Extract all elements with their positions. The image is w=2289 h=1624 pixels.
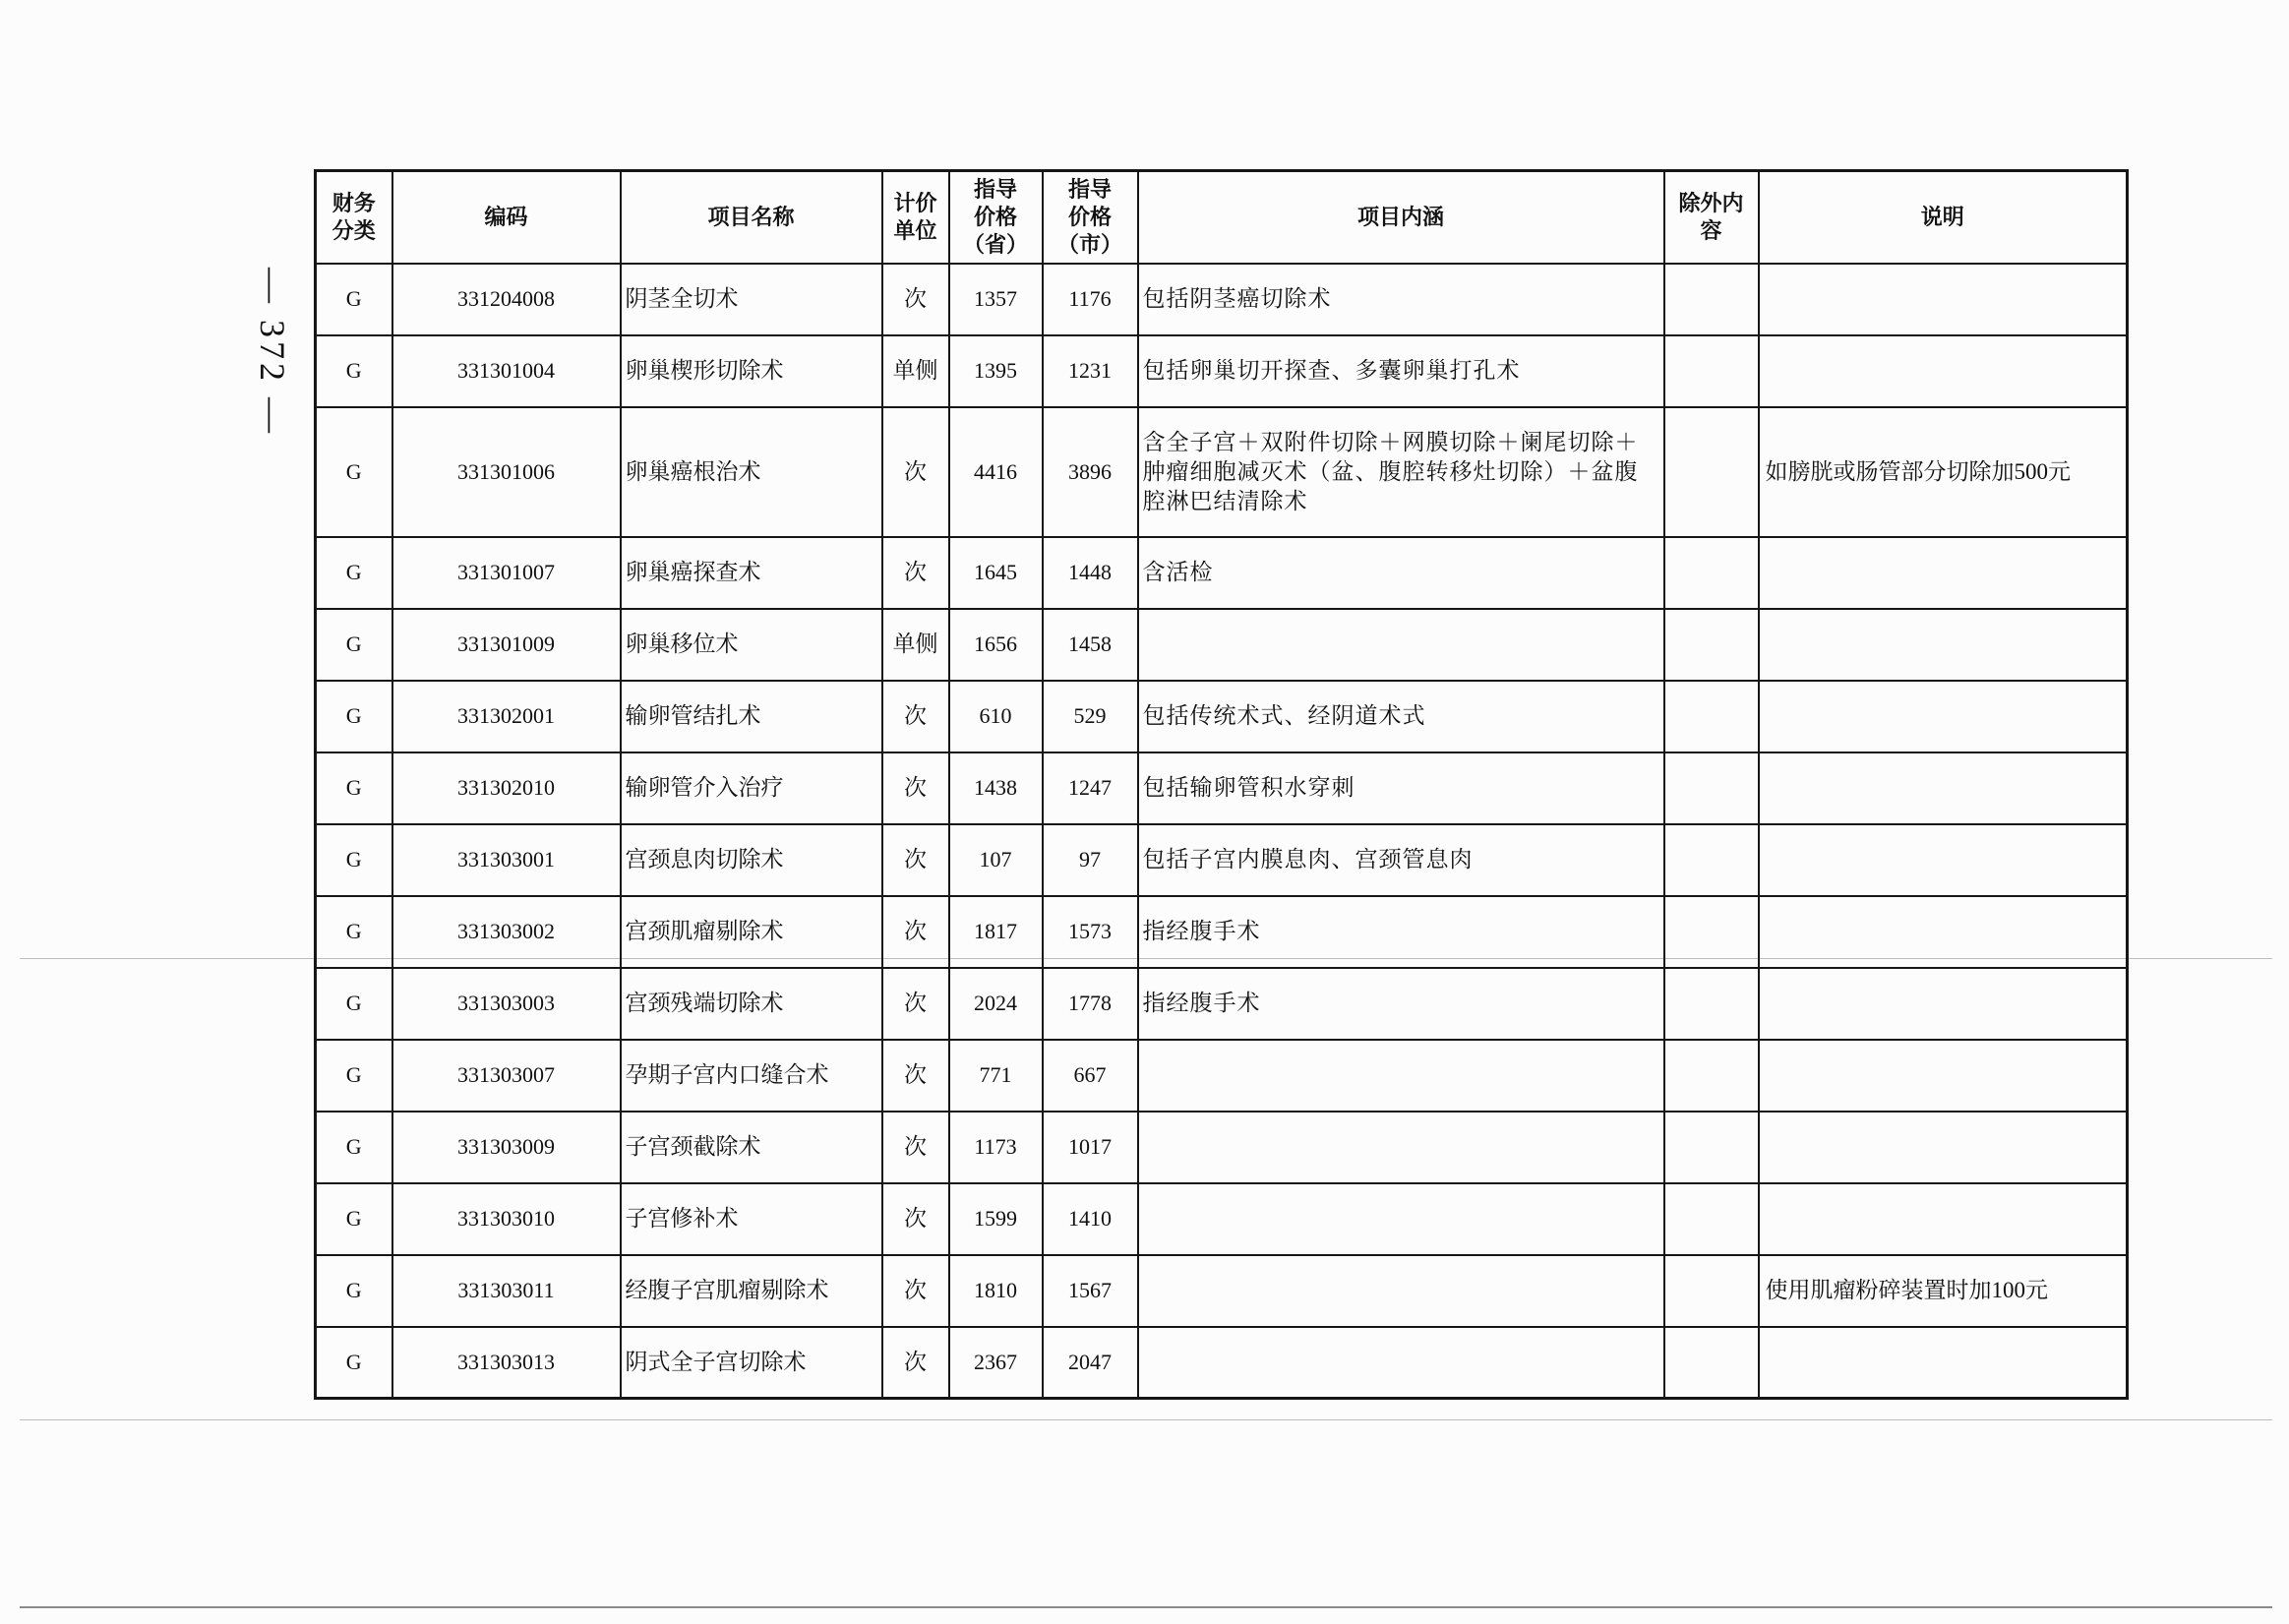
cell-content — [1138, 1040, 1664, 1112]
cell-price-city: 3896 — [1043, 407, 1138, 537]
cell-content: 含全子宫＋双附件切除＋网膜切除＋阑尾切除＋肿瘤细胞减灭术（盆、腹腔转移灶切除）＋盆腹腔淋巴结清除术 — [1138, 407, 1664, 537]
cell-price-province: 1599 — [949, 1183, 1043, 1255]
cell-code: 331303003 — [392, 968, 621, 1040]
cell-note — [1759, 335, 2128, 407]
cell-unit: 次 — [882, 407, 949, 537]
cell-name: 宫颈息肉切除术 — [621, 824, 882, 896]
table-row — [316, 1112, 2128, 1183]
header-note: 说明 — [1759, 171, 2128, 264]
cell-price-province: 4416 — [949, 407, 1043, 537]
cell-unit: 次 — [882, 681, 949, 752]
cell-note — [1759, 968, 2128, 1040]
cell-price-city: 1231 — [1043, 335, 1138, 407]
table-row — [316, 609, 2128, 681]
cell-content: 指经腹手术 — [1138, 896, 1664, 968]
cell-name: 卵巢楔形切除术 — [621, 335, 882, 407]
header-code: 编码 — [392, 171, 621, 264]
cell-category: G — [316, 681, 392, 752]
cell-content — [1138, 1183, 1664, 1255]
cell-unit: 次 — [882, 824, 949, 896]
cell-excluded — [1664, 537, 1759, 609]
cell-category: G — [316, 1040, 392, 1112]
cell-price-city: 1410 — [1043, 1183, 1138, 1255]
cell-code: 331204008 — [392, 264, 621, 335]
cell-category: G — [316, 1327, 392, 1399]
table-row — [316, 824, 2128, 896]
cell-category: G — [316, 896, 392, 968]
cell-content: 包括卵巢切开探查、多囊卵巢打孔术 — [1138, 335, 1664, 407]
cell-excluded — [1664, 1255, 1759, 1327]
cell-name: 经腹子宫肌瘤剔除术 — [621, 1255, 882, 1327]
cell-note — [1759, 681, 2128, 752]
cell-price-city: 1017 — [1043, 1112, 1138, 1183]
price-table — [314, 169, 2129, 1400]
table-row — [316, 968, 2128, 1040]
table-row — [316, 407, 2128, 537]
table-body — [316, 264, 2128, 1399]
table-row — [316, 335, 2128, 407]
cell-content: 含活检 — [1138, 537, 1664, 609]
cell-content: 包括输卵管积水穿刺 — [1138, 752, 1664, 824]
cell-note — [1759, 1040, 2128, 1112]
cell-price-province: 610 — [949, 681, 1043, 752]
cell-unit: 次 — [882, 968, 949, 1040]
cell-excluded — [1664, 1327, 1759, 1399]
table-row — [316, 1255, 2128, 1327]
cell-unit: 次 — [882, 264, 949, 335]
table-row — [316, 896, 2128, 968]
header-price-city: 指导 价格 （市） — [1043, 171, 1138, 264]
cell-unit: 次 — [882, 1255, 949, 1327]
scan-artifact-line — [20, 1606, 2272, 1608]
cell-price-city: 1247 — [1043, 752, 1138, 824]
cell-name: 卵巢癌探查术 — [621, 537, 882, 609]
cell-category: G — [316, 968, 392, 1040]
table-row — [316, 681, 2128, 752]
cell-note: 如膀胱或肠管部分切除加500元 — [1759, 407, 2128, 537]
header-price-province: 指导 价格 （省） — [949, 171, 1043, 264]
cell-price-city: 1573 — [1043, 896, 1138, 968]
cell-price-province: 1357 — [949, 264, 1043, 335]
cell-code: 331303011 — [392, 1255, 621, 1327]
cell-price-province: 771 — [949, 1040, 1043, 1112]
cell-price-province: 1395 — [949, 335, 1043, 407]
cell-name: 宫颈肌瘤剔除术 — [621, 896, 882, 968]
cell-content: 包括阴茎癌切除术 — [1138, 264, 1664, 335]
scan-artifact-line — [20, 1419, 2272, 1420]
page-number: — 372 — — [253, 268, 292, 437]
cell-price-province: 2367 — [949, 1327, 1043, 1399]
cell-category: G — [316, 264, 392, 335]
cell-content — [1138, 1255, 1664, 1327]
cell-name: 卵巢癌根治术 — [621, 407, 882, 537]
cell-price-province: 1817 — [949, 896, 1043, 968]
cell-price-city: 1448 — [1043, 537, 1138, 609]
cell-note — [1759, 264, 2128, 335]
cell-unit: 次 — [882, 1112, 949, 1183]
cell-unit: 次 — [882, 752, 949, 824]
cell-name: 子宫颈截除术 — [621, 1112, 882, 1183]
cell-note — [1759, 1327, 2128, 1399]
cell-category: G — [316, 609, 392, 681]
cell-excluded — [1664, 752, 1759, 824]
cell-price-city: 1567 — [1043, 1255, 1138, 1327]
cell-note — [1759, 752, 2128, 824]
cell-price-city: 1176 — [1043, 264, 1138, 335]
cell-excluded — [1664, 1183, 1759, 1255]
cell-content — [1138, 1327, 1664, 1399]
table-row — [316, 264, 2128, 335]
cell-price-city: 2047 — [1043, 1327, 1138, 1399]
cell-name: 卵巢移位术 — [621, 609, 882, 681]
cell-code: 331303010 — [392, 1183, 621, 1255]
cell-name: 宫颈残端切除术 — [621, 968, 882, 1040]
cell-excluded — [1664, 335, 1759, 407]
cell-code: 331303009 — [392, 1112, 621, 1183]
cell-name: 子宫修补术 — [621, 1183, 882, 1255]
cell-excluded — [1664, 1112, 1759, 1183]
cell-category: G — [316, 824, 392, 896]
cell-price-province: 2024 — [949, 968, 1043, 1040]
cell-unit: 单侧 — [882, 609, 949, 681]
cell-excluded — [1664, 264, 1759, 335]
cell-price-province: 1656 — [949, 609, 1043, 681]
cell-note — [1759, 609, 2128, 681]
cell-excluded — [1664, 681, 1759, 752]
cell-code: 331303001 — [392, 824, 621, 896]
cell-code: 331302010 — [392, 752, 621, 824]
cell-price-province: 1645 — [949, 537, 1043, 609]
cell-note — [1759, 824, 2128, 896]
cell-price-city: 1458 — [1043, 609, 1138, 681]
header-category: 财务 分类 — [316, 171, 392, 264]
cell-category: G — [316, 335, 392, 407]
cell-name: 孕期子宫内口缝合术 — [621, 1040, 882, 1112]
cell-code: 331301007 — [392, 537, 621, 609]
cell-content — [1138, 609, 1664, 681]
table-row — [316, 537, 2128, 609]
cell-content — [1138, 1112, 1664, 1183]
cell-code: 331303013 — [392, 1327, 621, 1399]
cell-price-city: 1778 — [1043, 968, 1138, 1040]
cell-code: 331301009 — [392, 609, 621, 681]
cell-excluded — [1664, 1040, 1759, 1112]
cell-note — [1759, 896, 2128, 968]
table-row — [316, 1040, 2128, 1112]
cell-price-province: 1810 — [949, 1255, 1043, 1327]
cell-unit: 次 — [882, 1040, 949, 1112]
cell-price-province: 107 — [949, 824, 1043, 896]
cell-price-city: 529 — [1043, 681, 1138, 752]
cell-category: G — [316, 1183, 392, 1255]
table-row — [316, 1327, 2128, 1399]
header-unit: 计价 单位 — [882, 171, 949, 264]
cell-content: 包括子宫内膜息肉、宫颈管息肉 — [1138, 824, 1664, 896]
cell-price-city: 667 — [1043, 1040, 1138, 1112]
header-row — [316, 171, 2128, 264]
cell-unit: 次 — [882, 1327, 949, 1399]
cell-unit: 单侧 — [882, 335, 949, 407]
cell-price-province: 1173 — [949, 1112, 1043, 1183]
cell-unit: 次 — [882, 1183, 949, 1255]
cell-excluded — [1664, 824, 1759, 896]
cell-code: 331301006 — [392, 407, 621, 537]
cell-category: G — [316, 752, 392, 824]
header-name: 项目名称 — [621, 171, 882, 264]
cell-unit: 次 — [882, 896, 949, 968]
table-row — [316, 752, 2128, 824]
cell-name: 输卵管结扎术 — [621, 681, 882, 752]
cell-price-province: 1438 — [949, 752, 1043, 824]
cell-category: G — [316, 1112, 392, 1183]
cell-note: 使用肌瘤粉碎装置时加100元 — [1759, 1255, 2128, 1327]
cell-excluded — [1664, 609, 1759, 681]
cell-note — [1759, 1183, 2128, 1255]
cell-content: 指经腹手术 — [1138, 968, 1664, 1040]
cell-name: 输卵管介入治疗 — [621, 752, 882, 824]
cell-content: 包括传统术式、经阴道术式 — [1138, 681, 1664, 752]
cell-code: 331303007 — [392, 1040, 621, 1112]
header-content: 项目内涵 — [1138, 171, 1664, 264]
cell-category: G — [316, 537, 392, 609]
cell-code: 331302001 — [392, 681, 621, 752]
cell-name: 阴茎全切术 — [621, 264, 882, 335]
cell-excluded — [1664, 407, 1759, 537]
cell-note — [1759, 1112, 2128, 1183]
cell-category: G — [316, 407, 392, 537]
cell-unit: 次 — [882, 537, 949, 609]
cell-excluded — [1664, 968, 1759, 1040]
cell-note — [1759, 537, 2128, 609]
cell-code: 331301004 — [392, 335, 621, 407]
cell-code: 331303002 — [392, 896, 621, 968]
table-row — [316, 1183, 2128, 1255]
cell-category: G — [316, 1255, 392, 1327]
header-excluded: 除外内 容 — [1664, 171, 1759, 264]
cell-excluded — [1664, 896, 1759, 968]
cell-price-city: 97 — [1043, 824, 1138, 896]
cell-name: 阴式全子宫切除术 — [621, 1327, 882, 1399]
